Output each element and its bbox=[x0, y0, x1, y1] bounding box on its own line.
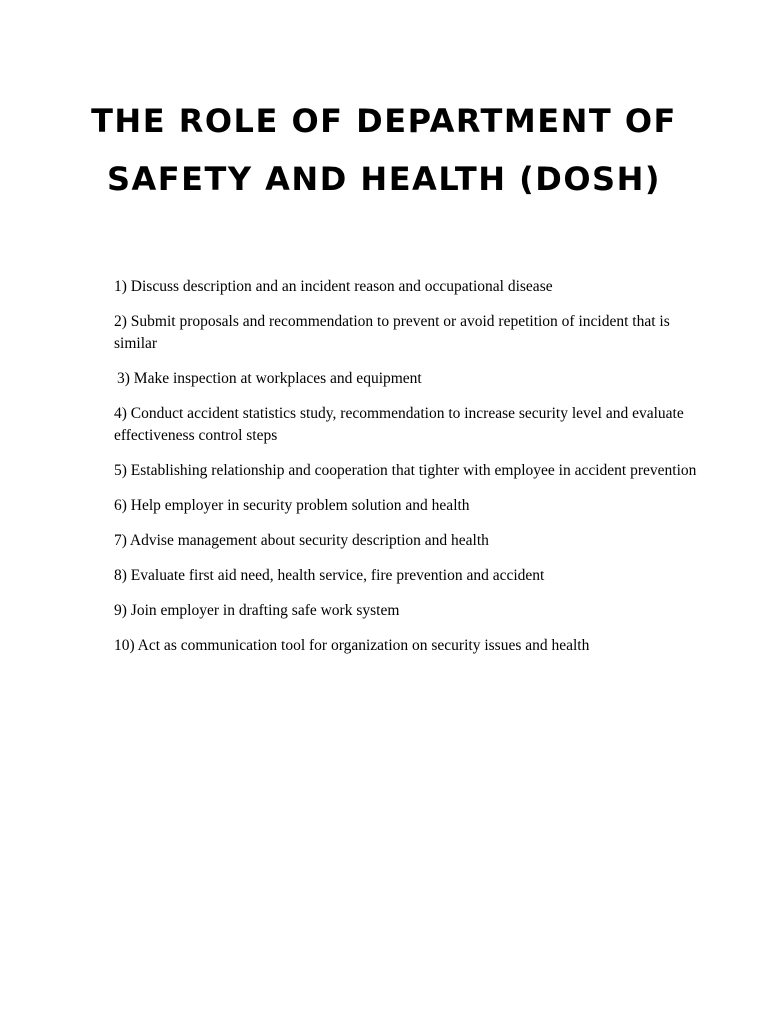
list-item: 1) Discuss description and an incident reason and occupational disease bbox=[114, 278, 553, 295]
list-item: 8) Evaluate first aid need, health service, fire prevention and accident bbox=[114, 567, 545, 584]
list-item: 10) Act as communication tool for organization on security issues and health bbox=[114, 637, 590, 654]
page-title bbox=[40, 92, 728, 208]
list-item: 4) Conduct accident statistics study, recommendation to increase security level and evaluate effectiveness control steps bbox=[114, 405, 684, 444]
list-item: 7) Advise management about security description and health bbox=[114, 532, 489, 549]
role-list bbox=[114, 276, 714, 670]
title-line-1: THE ROLE OF DEPARTMENT OF bbox=[91, 102, 677, 140]
list-item: 9) Join employer in drafting safe work system bbox=[114, 602, 400, 619]
list-item: 3) Make inspection at workplaces and equipment bbox=[117, 370, 422, 387]
list-item: 6) Help employer in security problem solution and health bbox=[114, 497, 470, 514]
title-line-2: SAFETY AND HEALTH (DOSH) bbox=[106, 160, 661, 198]
list-item: 2) Submit proposals and recommendation to prevent or avoid repetition of incident that is similar bbox=[114, 313, 670, 352]
list-item: 5) Establishing relationship and cooperation that tighter with employee in accident prevention bbox=[114, 462, 697, 479]
